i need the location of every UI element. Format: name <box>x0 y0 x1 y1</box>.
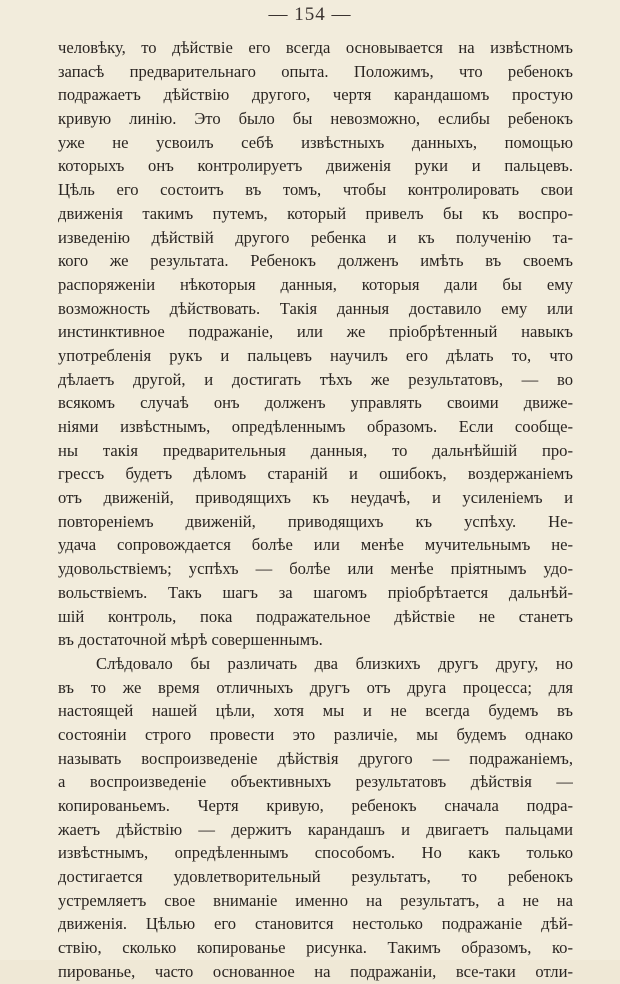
text-line: употребленія рукъ и пальцевъ научилъ его дѣлать то, что <box>58 345 573 365</box>
text-line: кого же результата. Ребенокъ долженъ имѣть въ своемъ <box>58 251 573 271</box>
text-line: жаетъ дѣйствію — держитъ карандашъ и двигаетъ пальцами <box>58 819 573 839</box>
text-line: движенія такимъ путемъ, который привелъ бы къ воспро- <box>58 203 573 223</box>
text-line: состояніи строго провести это различіе, мы будемъ однако <box>58 724 573 744</box>
text-line: уже не усвоилъ себѣ извѣстныхъ данныхъ, помощью <box>58 132 573 152</box>
text-line: распоряженіи нѣкоторыя данныя, которыя дали бы ему <box>58 274 573 294</box>
text-line: всякомъ случаѣ онъ долженъ управлять своими движе- <box>58 393 573 413</box>
text-line: въ то же время отличныхъ другъ отъ друга процесса; для <box>58 677 573 697</box>
text-line: а воспроизведеніе объективныхъ результатовъ дѣйствія — <box>58 772 573 792</box>
text-line: ны такія предварительныя данныя, то дальнѣйшій про- <box>58 440 573 460</box>
text-line: изведенію дѣйствій другого ребенка и къ полученію та- <box>58 227 573 247</box>
text-line: которыхъ онъ контролируетъ движенія руки и пальцевъ. <box>58 156 573 176</box>
text-line: запасѣ предварительнаго опыта. Положимъ, что ребенокъ <box>58 61 573 81</box>
text-line: подражаетъ дѣйствію другого, чертя карандашомъ простую <box>58 85 573 105</box>
text-line: кривую линію. Это было бы невозможно, еслибы ребенокъ <box>58 109 573 129</box>
text-line: копированьемъ. Чертя кривую, ребенокъ сначала подра- <box>58 796 573 815</box>
text-line: достигается удовлетворительный результатъ, то ребенокъ <box>58 867 573 887</box>
paragraph-2 <box>58 652 573 984</box>
text-line: пированье, часто основанное на подражаніи, все-таки отли- <box>58 961 573 981</box>
text-line: называть воспроизведеніе дѣйствія другого — подражаніемъ, <box>58 748 573 768</box>
text-line: возможность дѣйствовать. Такія данныя доставило ему или <box>58 298 573 318</box>
text-line: удача сопровождается болѣе или менѣе мучительнымъ не- <box>58 535 573 555</box>
text-line: повтореніемъ движеній, приводящихъ къ успѣху. Не- <box>58 511 573 531</box>
text-line: Слѣдовало бы различать два близкихъ другъ другу, но <box>96 653 573 673</box>
text-line: удовольствіемъ; успѣхъ — болѣе или менѣе пріятнымъ удо- <box>58 559 573 579</box>
text-line: движенія. Цѣлью его становится нестолько подражаніе дѣй- <box>58 914 573 934</box>
text-line: инстинктивное подражаніе, или же пріобрѣтенный навыкъ <box>58 322 573 342</box>
text-line: отъ движеній, приводящихъ къ неудачѣ, и усиленіемъ и <box>58 488 573 508</box>
paragraph-1 <box>58 36 573 652</box>
text-line: ніями извѣстнымъ, опредѣленнымъ образомъ. Если сообще- <box>58 417 573 436</box>
text-line: устремляетъ свое вниманіе именно на результатъ, а не на <box>58 890 573 910</box>
page-number: — 154 — <box>268 4 352 25</box>
text-line: человѣку, то дѣйствіе его всегда основывается на извѣстномъ <box>58 38 573 57</box>
body-text <box>58 36 573 984</box>
text-line: грессъ будетъ дѣломъ стараній и ошибокъ, воздержаніемъ <box>58 464 573 484</box>
text-line: шій контроль, пока подражательное дѣйствіе не станетъ <box>58 606 573 626</box>
text-line: извѣстнымъ, опредѣленнымъ способомъ. Но какъ только <box>58 843 573 863</box>
text-line: дѣлаетъ другой, и достигать тѣхъ же результатовъ, — во <box>58 369 573 389</box>
text-line: въ достаточной мѣрѣ совершеннымъ. <box>58 630 323 650</box>
text-line: ствію, сколько копированье рисунка. Такимъ образомъ, ко- <box>58 938 573 958</box>
text-line: вольствіемъ. Такъ шагъ за шагомъ пріобрѣтается дальнѣй- <box>58 582 573 602</box>
text-line: Цѣль его состоитъ въ томъ, чтобы контролировать свои <box>58 180 573 200</box>
text-line: настоящей нашей цѣли, хотя мы и не всегда будемъ въ <box>58 701 573 721</box>
